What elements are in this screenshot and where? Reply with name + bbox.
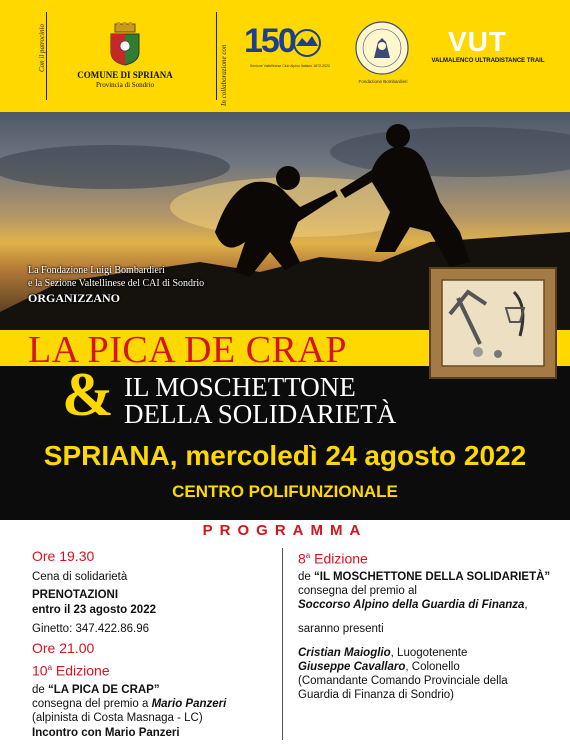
booking-deadline: entro il 23 agosto 2022 xyxy=(32,604,156,616)
award-left xyxy=(32,683,160,697)
event-venue: CENTRO POLIFUNZIONALE xyxy=(172,482,398,501)
person-2-role: , Colonello xyxy=(405,661,460,673)
award-left-intro: de xyxy=(32,684,45,696)
collaboration-label: In collaborazione con xyxy=(220,44,228,106)
edition-right xyxy=(298,549,368,566)
booking-contact: Ginetto: 347.422.86.96 xyxy=(32,623,150,635)
person-2-name: Giuseppe Cavallaro xyxy=(298,661,406,673)
title-ampersand: & xyxy=(62,361,114,429)
award-right-line: consegna del premio al xyxy=(298,585,417,597)
edition-left-number: 10 xyxy=(32,662,48,679)
edition-right-number: 8 xyxy=(298,550,306,567)
presence-text: saranno presenti xyxy=(298,623,384,635)
comune-name: COMUNE DI SPRIANA xyxy=(77,70,173,80)
cai-150-subtitle: Sezione Valtellinese Club Alpino Italiano 1872-2022 xyxy=(250,64,330,68)
meeting-text: Incontro con Mario Panzeri xyxy=(32,727,180,739)
award-right-recipient: Soccorso Alpino della Guardia di Finanza xyxy=(298,599,525,611)
header-divider xyxy=(216,12,217,100)
time-2: Ore 21.00 xyxy=(32,640,95,656)
person-2-line xyxy=(298,660,460,674)
organizer-line-1: La Fondazione Luigi Bombardieri xyxy=(28,265,165,276)
award-right-recipient-line xyxy=(298,598,528,612)
award-left-person-note: (alpinista di Costa Masnaga - LC) xyxy=(32,712,203,724)
vut-logo: VUT xyxy=(448,26,507,57)
edition-right-word: Edizione xyxy=(314,550,368,567)
award-right-intro: de xyxy=(298,571,311,583)
time-1: Ore 19.30 xyxy=(32,548,95,564)
sponsor-header xyxy=(0,0,570,112)
fondazione-seal-icon xyxy=(354,20,410,76)
person-1-line xyxy=(298,646,467,660)
program-divider xyxy=(282,548,283,740)
organizer-line-2: e la Sezione Valtellinese del CAI di Sondrio xyxy=(28,278,205,289)
event-date: SPRIANA, mercoledì 24 agosto 2022 xyxy=(43,440,527,471)
cai-emblem-icon xyxy=(290,28,324,58)
edition-left-word: Edizione xyxy=(55,662,110,679)
event-title-2 xyxy=(124,374,396,428)
edition-right-sup: a xyxy=(305,551,311,560)
person-1-role: , Luogotenente xyxy=(390,647,468,659)
organizer-line-3: ORGANIZZANO xyxy=(28,291,121,305)
edition-left-sup: a xyxy=(47,663,53,672)
event-title-2b: DELLA SOLIDARIETÀ xyxy=(124,399,397,429)
award-right xyxy=(298,570,550,584)
comune-crest-icon xyxy=(107,22,143,66)
award-left-line xyxy=(32,697,226,711)
booking-label: PRENOTAZIONI xyxy=(32,589,119,601)
award-left-name: “LA PICA DE CRAP” xyxy=(48,684,160,696)
award-left-person: Mario Panzeri xyxy=(151,698,227,710)
fondazione-label: Fondazione Bombardieri xyxy=(358,79,408,84)
dinner-text: Cena di solidarietà xyxy=(32,571,128,583)
person-1-name: Cristian Maioglio xyxy=(298,647,391,659)
note-line-2: Guardia di Finanza di Sondrio) xyxy=(298,689,454,701)
comune-province: Provincia di Sondrio xyxy=(96,81,154,89)
cai-150-logo: 150 xyxy=(244,22,295,60)
event-title-2a: IL MOSCHETTONE xyxy=(124,372,356,402)
edition-left xyxy=(32,661,110,678)
note-line-1: (Comandante Comando Provinciale della xyxy=(298,675,508,687)
vut-subtitle: VALMALENCO ULTRADISTANCE TRAIL xyxy=(431,58,545,64)
award-left-line-text: consegna del premio a xyxy=(32,698,149,710)
award-right-recipient-suffix: , xyxy=(524,599,528,611)
trophy-frame-icon xyxy=(428,262,558,384)
award-right-name: “IL MOSCHETTONE DELLA SOLIDARIETÀ” xyxy=(314,571,551,583)
header-divider xyxy=(46,12,47,100)
event-title-1: LA PICA DE CRAP xyxy=(28,329,347,371)
patronage-label: Con il patrocinio xyxy=(38,24,46,72)
program-heading: PROGRAMMA xyxy=(202,522,368,539)
